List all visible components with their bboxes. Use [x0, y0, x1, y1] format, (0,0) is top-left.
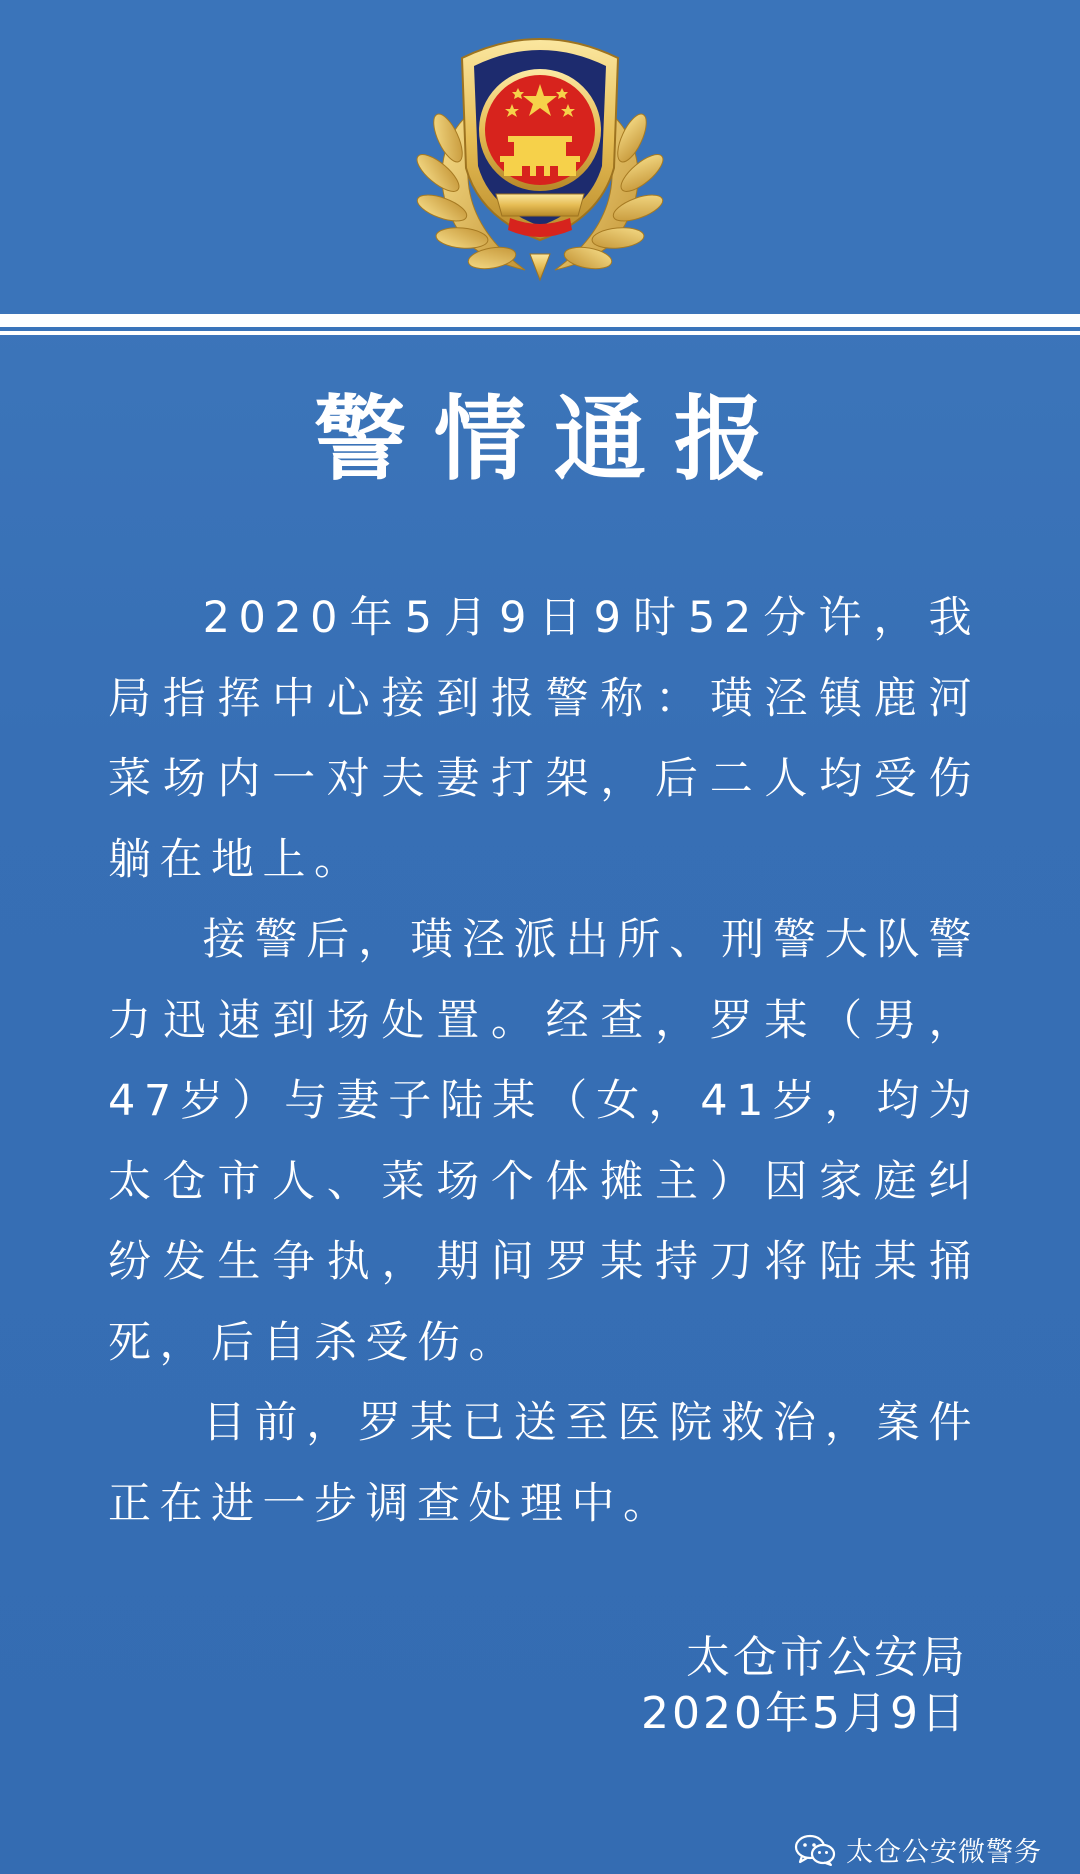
- notice-paragraph-3: 目前，罗某已送至医院救治，案件正在进一步调查处理中。: [108, 1398, 980, 1529]
- notice-body: [108, 578, 980, 1544]
- watermark-text: 太仓公安微警务: [846, 1837, 1042, 1868]
- header-divider-thin: [0, 331, 1080, 335]
- notice-paragraph-1: 2020年5月9日9时52分许，我局指挥中心接到报警称：璜泾镇鹿河菜场内一对夫妻打架，后二人均受伤躺在地上。: [108, 593, 980, 885]
- header-divider: [0, 314, 1080, 327]
- police-emblem-icon: [400, 18, 680, 290]
- notice-paragraph-2: 接警后，璜泾派出所、刑警大队警力迅速到场处置。经查，罗某（男，47岁）与妻子陆某（女，41岁，均为太仓市人、菜场个体摊主）因家庭纠纷发生争执，期间罗某持刀将陆某捅死，后自杀受伤。: [108, 915, 980, 1368]
- wechat-watermark: [794, 1830, 1042, 1869]
- signature-org: 太仓市公安局: [686, 1632, 968, 1683]
- notice-title: 警情通报: [313, 386, 794, 493]
- wechat-icon: [794, 1834, 836, 1866]
- signature-date: 2020年5月9日: [641, 1688, 968, 1739]
- signature-block: [641, 1630, 968, 1742]
